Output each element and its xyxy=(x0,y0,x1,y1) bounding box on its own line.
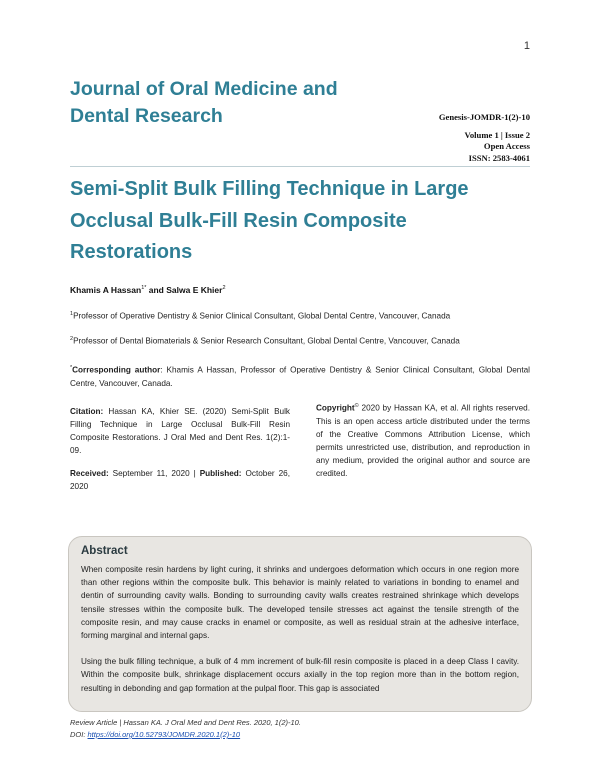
citation-text: Hassan KA, Khier SE. (2020) Semi-Split Bulk Filling Technique in Large Occlusal Bulk-Fill Resin Composite Restorations. J Oral Med and Dent Res. 1(2):1-09. xyxy=(70,407,290,455)
corresponding-text: : Khamis A Hassan, Professor of Operative Dentistry & Senior Clinical Consultant, Global Dental Centre, Vancouver, Canada. xyxy=(70,365,531,388)
citation xyxy=(70,405,290,457)
journal-access: Open Access xyxy=(483,141,530,151)
title-divider xyxy=(70,166,530,167)
journal-meta xyxy=(439,112,530,164)
doi-link[interactable]: https://doi.org/10.52793/JOMDR.2020.1(2)-10 xyxy=(87,730,241,739)
affiliation-2 xyxy=(70,336,460,346)
abstract-heading: Abstract xyxy=(81,545,128,557)
journal-volume: Volume 1 | Issue 2 xyxy=(464,129,530,140)
journal-issn: ISSN: 2583-4061 xyxy=(468,152,530,163)
received-label: Received: xyxy=(70,469,109,478)
copyright-label: Copyright xyxy=(316,403,355,413)
author-connector: and xyxy=(146,285,167,295)
author-2-sup: 2 xyxy=(222,285,226,292)
abstract-box xyxy=(68,536,532,712)
corresponding-author xyxy=(70,362,530,390)
copyright-block xyxy=(316,400,530,480)
affiliation-1 xyxy=(70,311,450,321)
affiliation-1-text: Professor of Operative Dentistry & Senior Clinical Consultant, Global Dental Centre, Vancouver, Canada xyxy=(73,311,451,321)
article-title: Semi-Split Bulk Filling Technique in Large Occlusal Bulk-Fill Resin Composite Restorations xyxy=(70,178,469,263)
doi-label: DOI: xyxy=(70,730,88,739)
affiliation-2-text: Professor of Dental Biomaterials & Senior Research Consultant, Global Dental Centre, Vancouver, Canada xyxy=(73,336,460,346)
author-list xyxy=(70,285,226,295)
page-number: 1 xyxy=(523,40,530,52)
abstract-paragraph-2: Using the bulk filling technique, a bulk of 4 mm increment of bulk-fill resin composite is placed in a deep Class I cavity. Within the composite bulk, shrinkage displacement occurs axially in the top region more than in the bottom region, resulting in debonding and gap formation at the pulpal floor. This gap is associated xyxy=(81,657,519,693)
published-label: Published: xyxy=(199,469,242,478)
author-2: Salwa E Khier xyxy=(166,285,223,295)
corresponding-label: Corresponding author xyxy=(72,365,161,375)
dates xyxy=(70,467,290,493)
received-date: September 11, 2020 | xyxy=(108,469,200,478)
affiliation-2-sup: 2 xyxy=(70,336,74,342)
footer-doi xyxy=(70,729,301,741)
journal-code: Genesis-JOMDR-1(2)-10 xyxy=(438,112,530,122)
citation-block xyxy=(70,405,290,503)
author-1-sup: 1* xyxy=(141,285,147,292)
affiliation-1-sup: 1 xyxy=(70,311,74,317)
copyright-symbol: © xyxy=(354,403,359,409)
author-1: Khamis A Hassan xyxy=(70,285,142,295)
corresponding-sup: * xyxy=(70,365,73,371)
journal-title: Journal of Oral Medicine and Dental Research xyxy=(70,78,338,127)
published-date: October 26, 2020 xyxy=(70,469,290,491)
footer-review-line: Review Article | Hassan KA. J Oral Med and Dent Res. 2020, 1(2)-10. xyxy=(70,718,301,727)
citation-label: Citation: xyxy=(70,407,104,416)
copyright-text: 2020 by Hassan KA, et al. All rights reserved. This is an open access article distributed under the terms of the Creative Commons Attribution License, which permits unrestricted use, distribution, and reproduction in any medium, provided the original author and source are credited. xyxy=(316,403,530,478)
abstract-paragraph-1: When composite resin hardens by light curing, it shrinks and undergoes deformation which occurs in one region more than other regions within the composite bulk. This behavior is mainly related to variations in bonding to enamel and dentin of surrounding cavity walls. Bonding to surrounding cavity walls creates restrained shrinkage which develops tensile stresses within the composite bulk. The developed tensile stresses act against the tensile strength of the composite resin, and may cause cracks in enamel or composite, as well as residual strain at the adhesive interface, forming marginal and internal gaps. xyxy=(81,565,519,641)
page-footer xyxy=(70,717,301,741)
